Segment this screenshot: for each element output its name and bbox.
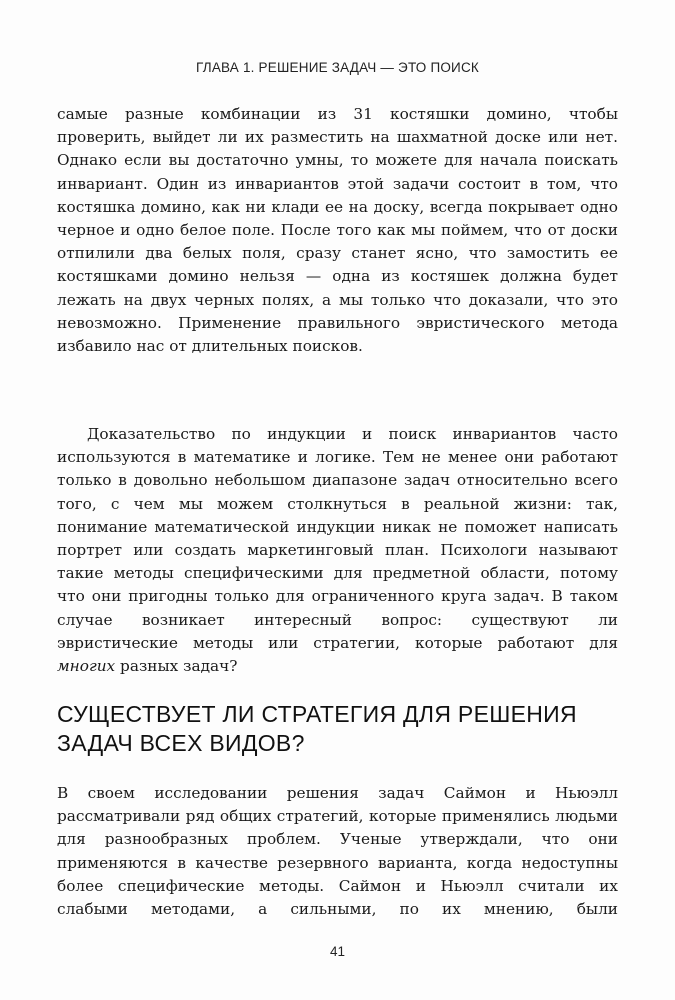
paragraph-strategies: В своем исследовании решения задач Саймон и Ньюэлл рассматривали ряд общих стратегий, которые применялись людьми для разнообразных проблем. Ученые утверждали, что они применяются в качестве резервного варианта, когда недоступны более специфические методы. Саймон и Ньюэлл считали их слабыми методами, а сильными, по их мнению, были bbox=[57, 784, 618, 919]
running-head: ГЛАВА 1. РЕШЕНИЕ ЗАДАЧ — ЭТО ПОИСК bbox=[196, 60, 479, 75]
paragraph-induction-text: Доказательство по индукции и поиск инвариантов часто используются в математике и логике. Тем не менее они работают только в довольно небольшом диапазоне задач относительно всего того, с чем мы можем столкнуться в реальной жизни: так, понимание математической индукции никак не поможет написать портрет или создать маркетинговый план. Психологи называют такие методы специфическими для предметной области, потому что они пригодны только для ограниченного круга задач. В таком случае возникает интересный вопрос: существуют ли эвристические методы или стратегии, которые работают для bbox=[57, 425, 618, 652]
emphasis-word: многих bbox=[57, 657, 116, 676]
paragraph-induction-end: разных задач? bbox=[115, 657, 238, 676]
section-heading bbox=[57, 700, 618, 757]
paragraph-induction bbox=[57, 423, 618, 678]
body-text-middle bbox=[57, 423, 618, 678]
paragraph-continued: самые разные комбинации из 31 костяшки домино, чтобы проверить, выйдет ли их разместить на шахматной доске или нет. Однако если вы достаточно умны, то можете для начала поискать инвариант. Один из инвариантов этой задачи состоит в том, что костяшка домино, как ни клади ее на доску, всегда покрывает одно черное и одно белое поле. После того как мы поймем, что от доски отпилили два белых поля, сразу станет ясно, что замостить ее костяшками домино нельзя — одна из костяшек должна будет лежать на двух черных полях, а мы только что доказали, что это невозможно. Применение правильного эвристического метода избавило нас от длительных поисков. bbox=[57, 105, 618, 356]
body-text-bottom bbox=[57, 782, 618, 921]
section-heading-line-1: СУЩЕСТВУЕТ ЛИ СТРАТЕГИЯ ДЛЯ РЕШЕНИЯ bbox=[57, 701, 577, 727]
section-heading-line-2: ЗАДАЧ ВСЕХ ВИДОВ? bbox=[57, 729, 305, 756]
body-text-top bbox=[57, 103, 618, 358]
page-number: 41 bbox=[329, 944, 346, 959]
